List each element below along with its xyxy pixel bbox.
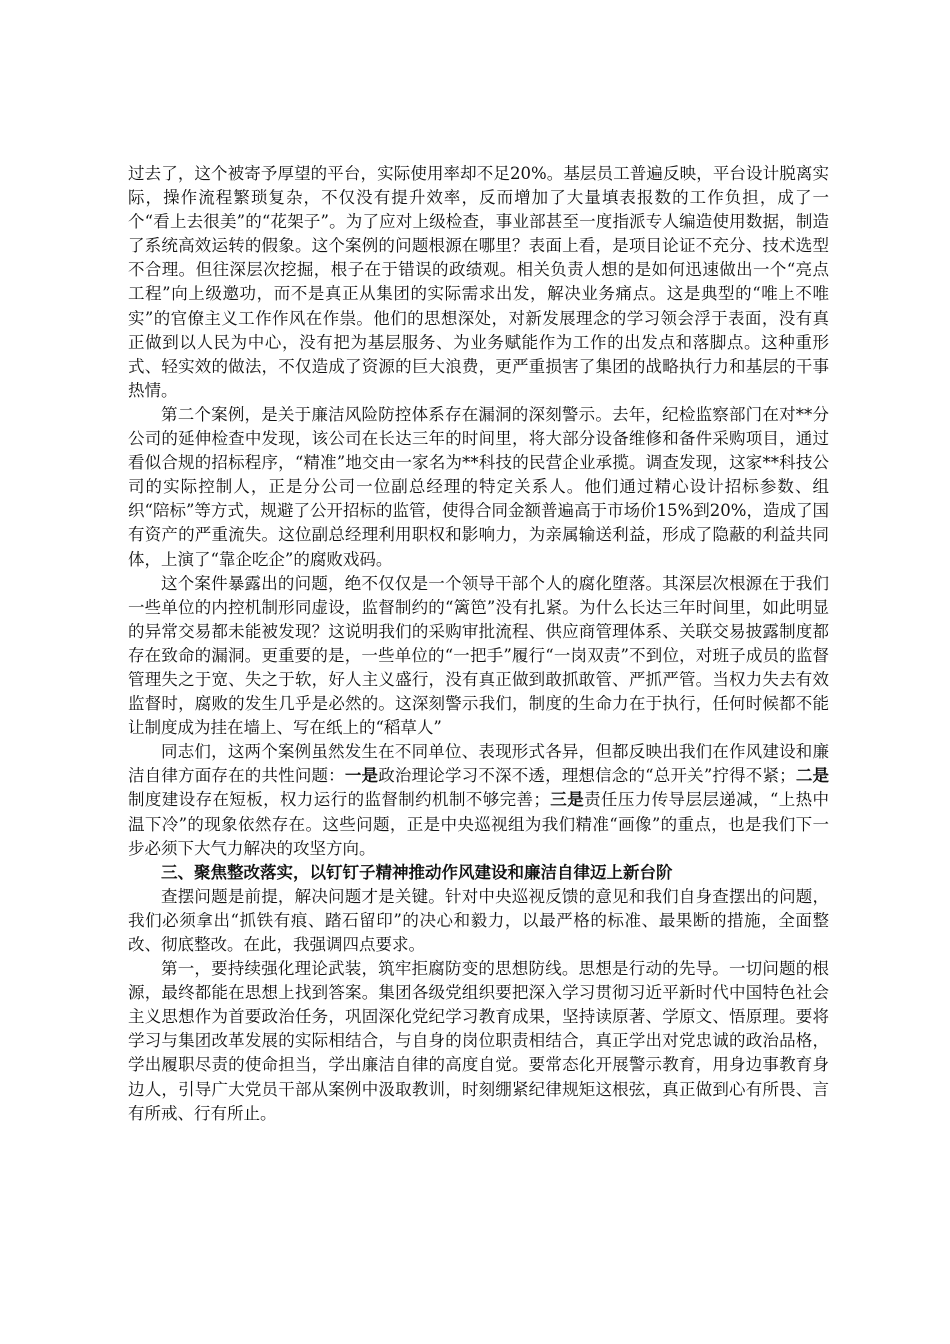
- text-run: 同志们，这两个案例虽然发生在不同单位、表现形式各异，但都反映出我们在作风建设和廉洁自律方面存在的共性问题：: [128, 742, 829, 786]
- document-body: [128, 162, 829, 1126]
- paragraph-requirement-one: 第一，要持续强化理论武装，筑牢拒腐防变的思想防线。思想是行动的先导。一切问题的根源，最终都能在思想上找到答案。集团各级党组织要把深入学习贯彻习近平新时代中国特色社会主义思想作为首要政治任务，巩固深化党纪学习教育成果，坚持读原著、学原文、悟原理。要将学习与集团改革发展的实际相结合，与自身的岗位职责相结合，真正学出对党忠诚的政治品格，学出履职尽责的使命担当，学出廉洁自律的高度自觉。要常态化开展警示教育，用身边事教育身边人，引导广大党员干部从案例中汲取教训，时刻绷紧纪律规矩这根弦，真正做到心有所畏、言有所戒、行有所止。: [128, 959, 829, 1123]
- bold-marker-three: 三是: [549, 790, 585, 810]
- paragraph-common-problems: [128, 740, 829, 860]
- section-heading: 三、聚焦整改落实，以钉钉子精神推动作风建设和廉洁自律迈上新台阶: [161, 862, 673, 882]
- bold-marker-one: 一是: [344, 766, 379, 786]
- bold-marker-two: 二是: [795, 766, 830, 786]
- text-run: 政治理论学习不深不透，理想信念的“总开关”拧得不紧；: [378, 766, 796, 786]
- text-run: 制度建设存在短板，权力运行的监督制约机制不够完善；: [128, 790, 550, 810]
- paragraph-case-two: 第二个案例，是关于廉洁风险防控体系存在漏洞的深刻警示。去年，纪检监察部门在对**分公司的延伸检查中发现，该公司在长达三年的时间里，将大部分设备维修和备件采购项目，通过看似合规的招标程序，“精准”地交由一家名为**科技的民营企业承揽。调查发现，这家**科技公司的实际控制人，正是分公司一位副总经理的特定关系人。他们通过精心设计招标参数、组织“陪标”等方式，规避了公开招标的监管，使得合同金额普遍高于市场价15%到20%，造成了国有资产的严重流失。这位副总经理利用职权和影响力，为亲属输送利益，形成了隐蔽的利益共同体，上演了“靠企吃企”的腐败戏码。: [128, 404, 829, 569]
- paragraph-continued: 过去了，这个被寄予厚望的平台，实际使用率却不足20%。基层员工普遍反映，平台设计脱离实际，操作流程繁琐复杂，不仅没有提升效率，反而增加了大量填表报数的工作负担，成了一个“看上去很美”的“花架子”。为了应对上级检查，事业部甚至一度指派专人编造使用数据，制造了系统高效运转的假象。这个案例的问题根源在哪里？表面上看，是项目论证不充分、技术选型不合理。但往深层次挖掘，根子在于错误的政绩观。相关负责人想的是如何迅速做出一个“亮点工程”向上级邀功，而不是真正从集团的实际需求出发，解决业务痛点。这是典型的“唯上不唯实”的官僚主义工作作风在作祟。他们的思想深处，对新发展理念的学习领会浮于表面，没有真正做到以人民为中心，没有把为基层服务、为业务赋能作为工作的出发点和落脚点。这种重形式、轻实效的做法，不仅造成了资源的巨大浪费，更严重损害了集团的战略执行力和基层的干事热情。: [128, 164, 829, 400]
- text-run: 责任压力传导层层递减，“上热中温下冷”的现象依然存在。这些问题，正是中央巡视组为我们精准“画像”的重点，也是我们下一步必须下大气力解决的攻坚方向。: [128, 790, 830, 858]
- paragraph-rectification: 查摆问题是前提，解决问题才是关键。针对中央巡视反馈的意见和我们自身查摆出的问题，我们必须拿出“抓铁有痕、踏石留印”的决心和毅力，以最严格的标准、最果断的措施，全面整改、彻底整改。在此，我强调四点要求。: [128, 886, 829, 954]
- paragraph-case-analysis: 这个案件暴露出的问题，绝不仅仅是一个领导干部个人的腐化堕落。其深层次根源在于我们一些单位的内控机制形同虚设，监督制约的“篱笆”没有扎紧。为什么长达三年时间里，如此明显的异常交易都未能被发现？这说明我们的采购审批流程、供应商管理体系、关联交易披露制度都存在致命的漏洞。更重要的是，一些单位的“一把手”履行“一岗双责”不到位，对班子成员的监督管理失之于宽、失之于软，好人主义盛行，没有真正做到敢抓敢管、严抓严管。当权力失去有效监督时，腐败的发生几乎是必然的。这深刻警示我们，制度的生命力在于执行，任何时候都不能让制度成为挂在墙上、写在纸上的“稻草人”: [128, 573, 829, 738]
